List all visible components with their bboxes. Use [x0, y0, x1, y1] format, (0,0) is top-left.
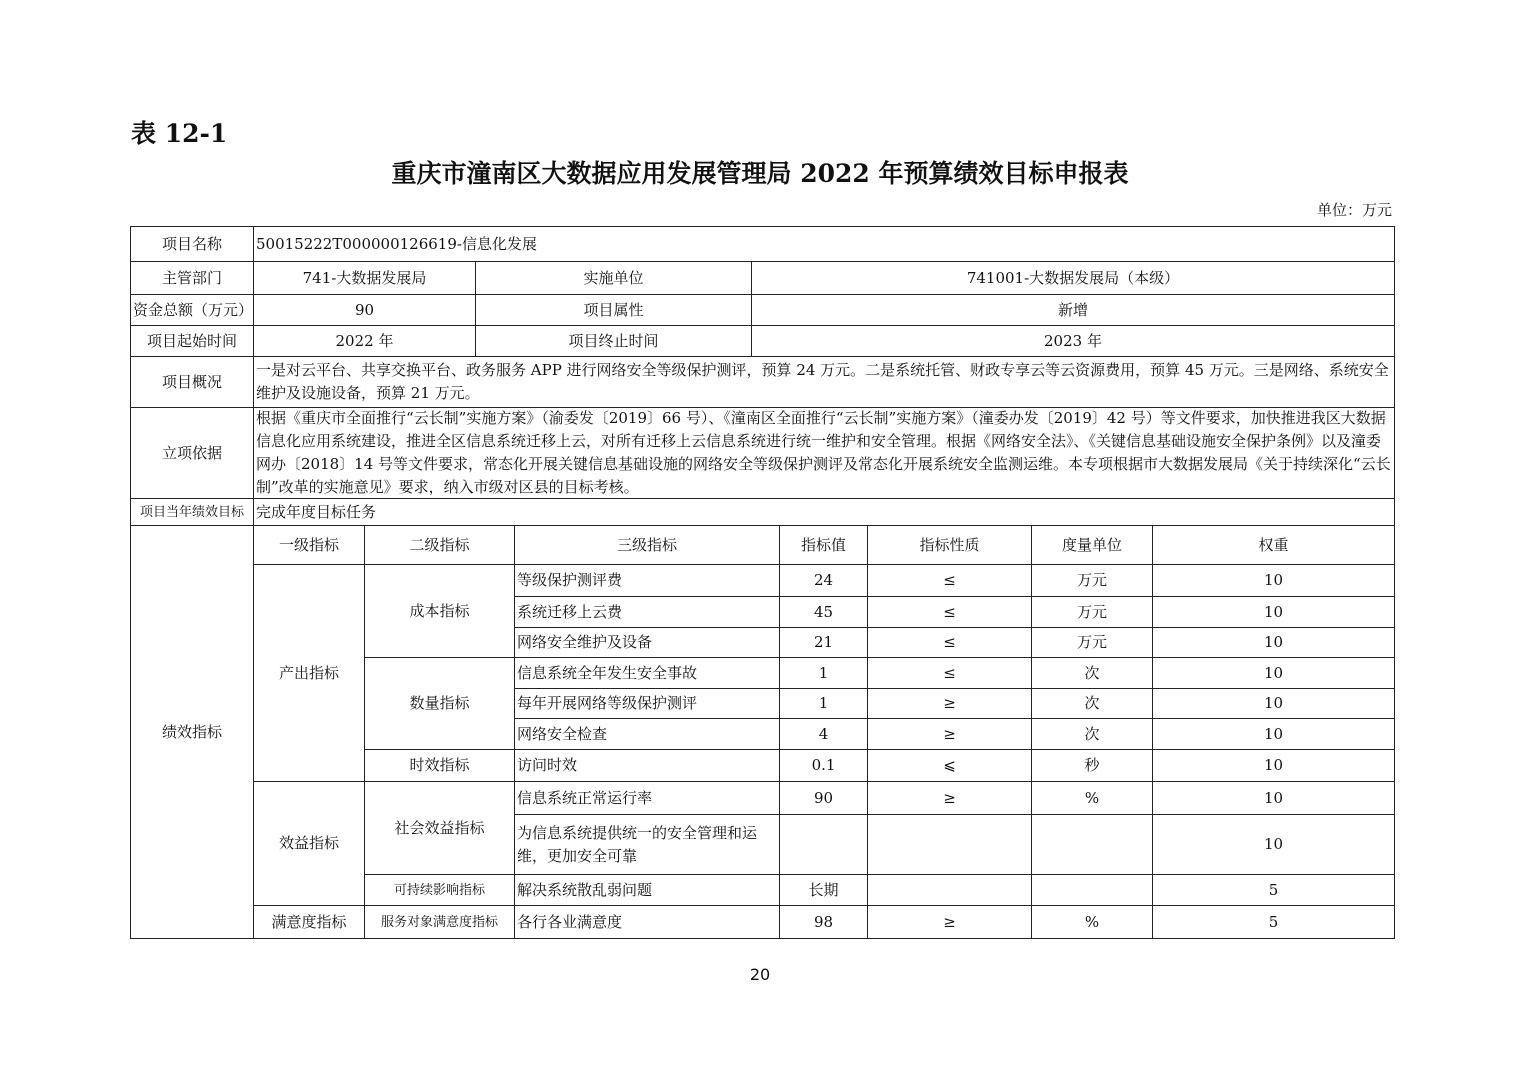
- level2-timeliness: 时效指标: [364, 749, 515, 782]
- row-10-name: 各行各业满意度: [514, 905, 780, 939]
- overview-value: 一是对云平台、共享交换平台、政务服务 APP 进行网络安全等级保护测评，预算 24 万元。二是系统托管、财政专享云等云资源费用，预算 45 万元。三是网络、系统安全维护及设施设备，预算 21 万元。: [253, 356, 1395, 408]
- level2-sustainable: 可持续影响指标: [364, 874, 515, 906]
- row-2-value: 21: [779, 627, 868, 658]
- row-6-unit: 秒: [1031, 749, 1153, 782]
- dept-value: 741-大数据发展局: [253, 261, 476, 295]
- row-3-value: 1: [779, 657, 868, 689]
- basis-value: 根据《重庆市全面推行“云长制”实施方案》（渝委发〔2019〕66 号）、《潼南区全面推行“云长制”实施方案》（潼委办发〔2019〕42 号）等文件要求，加快推进我区大数据信息化应用系统建设，推进全区信息系统迁移上云，对所有迁移上云信息系统进行统一维护和安全管理。根据《网络安全法》、《关键信息基础设施安全保护条例》以及潼委网办〔2018〕14 号等文件要求，常态化开展关键信息基础设施的网络安全等级保护测评及常态化开展系统安全监测运维。本专项根据市大数据发展局《关于持续深化“云长制”改革的实施意见》要求，纳入市级对区县的目标考核。: [253, 407, 1395, 499]
- row-7-unit: %: [1031, 781, 1153, 815]
- row-3-nature: ≤: [867, 657, 1032, 689]
- row-0-nature: ≤: [867, 564, 1032, 597]
- indicators-section-label: 绩效指标: [130, 525, 254, 939]
- header-1: 二级指标: [364, 525, 515, 565]
- basis-label: 立项依据: [130, 407, 254, 499]
- row-8-unit: [1031, 814, 1153, 875]
- goal-label: 项目当年绩效目标: [130, 498, 254, 526]
- header-4: 指标性质: [867, 525, 1032, 565]
- row-4-unit: 次: [1031, 688, 1153, 719]
- row-4-value: 1: [779, 688, 868, 719]
- project-name-value: 50015222T000000126619-信息化发展: [253, 226, 1395, 262]
- row-0-unit: 万元: [1031, 564, 1153, 597]
- document-title: 重庆市潼南区大数据应用发展管理局 2022 年预算绩效目标申报表: [391, 159, 1129, 188]
- level1-output: 产出指标: [253, 564, 365, 782]
- row-0-value: 24: [779, 564, 868, 597]
- header-2: 三级指标: [514, 525, 780, 565]
- row-1-name: 系统迁移上云费: [514, 596, 780, 628]
- row-3-weight: 10: [1152, 657, 1395, 689]
- impl-label: 实施单位: [475, 261, 752, 295]
- start-value: 2022 年: [253, 325, 476, 357]
- row-3-unit: 次: [1031, 657, 1153, 689]
- attr-value: 新增: [751, 294, 1395, 326]
- row-7-name: 信息系统正常运行率: [514, 781, 780, 815]
- row-8-value: [779, 814, 868, 875]
- row-1-nature: ≤: [867, 596, 1032, 628]
- row-2-weight: 10: [1152, 627, 1395, 658]
- row-5-value: 4: [779, 718, 868, 750]
- row-1-weight: 10: [1152, 596, 1395, 628]
- header-6: 权重: [1152, 525, 1395, 565]
- row-0-weight: 10: [1152, 564, 1395, 597]
- attr-label: 项目属性: [475, 294, 752, 326]
- header-0: 一级指标: [253, 525, 365, 565]
- row-0-name: 等级保护测评费: [514, 564, 780, 597]
- project-name-label: 项目名称: [130, 226, 254, 262]
- row-10-weight: 5: [1152, 905, 1395, 939]
- row-2-nature: ≤: [867, 627, 1032, 658]
- level1-benefit: 效益指标: [253, 781, 365, 906]
- row-3-name: 信息系统全年发生安全事故: [514, 657, 780, 689]
- level2-service-satisfaction: 服务对象满意度指标: [364, 905, 515, 939]
- row-9-name: 解决系统散乱弱问题: [514, 874, 780, 906]
- row-4-nature: ≥: [867, 688, 1032, 719]
- row-5-name: 网络安全检查: [514, 718, 780, 750]
- row-2-unit: 万元: [1031, 627, 1153, 658]
- page-number: 20: [749, 965, 771, 984]
- level2-social: 社会效益指标: [364, 781, 515, 875]
- end-label: 项目终止时间: [475, 325, 752, 357]
- level1-satisfaction: 满意度指标: [253, 905, 365, 939]
- start-label: 项目起始时间: [130, 325, 254, 357]
- funds-value: 90: [253, 294, 476, 326]
- overview-label: 项目概况: [130, 356, 254, 408]
- impl-value: 741001-大数据发展局（本级）: [751, 261, 1395, 295]
- row-5-unit: 次: [1031, 718, 1153, 750]
- row-6-value: 0.1: [779, 749, 868, 782]
- row-5-weight: 10: [1152, 718, 1395, 750]
- row-9-value: 长期: [779, 874, 868, 906]
- row-1-unit: 万元: [1031, 596, 1153, 628]
- row-8-weight: 10: [1152, 814, 1395, 875]
- header-5: 度量单位: [1031, 525, 1153, 565]
- level2-quantity: 数量指标: [364, 657, 515, 750]
- funds-label: 资金总额（万元）: [130, 294, 254, 326]
- row-8-nature: [867, 814, 1032, 875]
- row-8-name: 为信息系统提供统一的安全管理和运维，更加安全可靠: [514, 814, 780, 875]
- row-10-nature: ≥: [867, 905, 1032, 939]
- end-value: 2023 年: [751, 325, 1395, 357]
- row-9-nature: [867, 874, 1032, 906]
- row-10-value: 98: [779, 905, 868, 939]
- row-6-name: 访问时效: [514, 749, 780, 782]
- row-10-unit: %: [1031, 905, 1153, 939]
- unit-label: 单位：万元: [1316, 201, 1392, 219]
- row-1-value: 45: [779, 596, 868, 628]
- row-6-weight: 10: [1152, 749, 1395, 782]
- dept-label: 主管部门: [130, 261, 254, 295]
- row-7-value: 90: [779, 781, 868, 815]
- row-6-nature: ⩽: [867, 749, 1032, 782]
- table-number: 表 12-1: [131, 119, 228, 148]
- row-9-weight: 5: [1152, 874, 1395, 906]
- row-7-nature: ≥: [867, 781, 1032, 815]
- row-4-name: 每年开展网络等级保护测评: [514, 688, 780, 719]
- row-9-unit: [1031, 874, 1153, 906]
- goal-value: 完成年度目标任务: [253, 498, 1395, 526]
- row-4-weight: 10: [1152, 688, 1395, 719]
- row-7-weight: 10: [1152, 781, 1395, 815]
- row-5-nature: ≥: [867, 718, 1032, 750]
- row-2-name: 网络安全维护及设备: [514, 627, 780, 658]
- header-3: 指标值: [779, 525, 868, 565]
- level2-cost: 成本指标: [364, 564, 515, 658]
